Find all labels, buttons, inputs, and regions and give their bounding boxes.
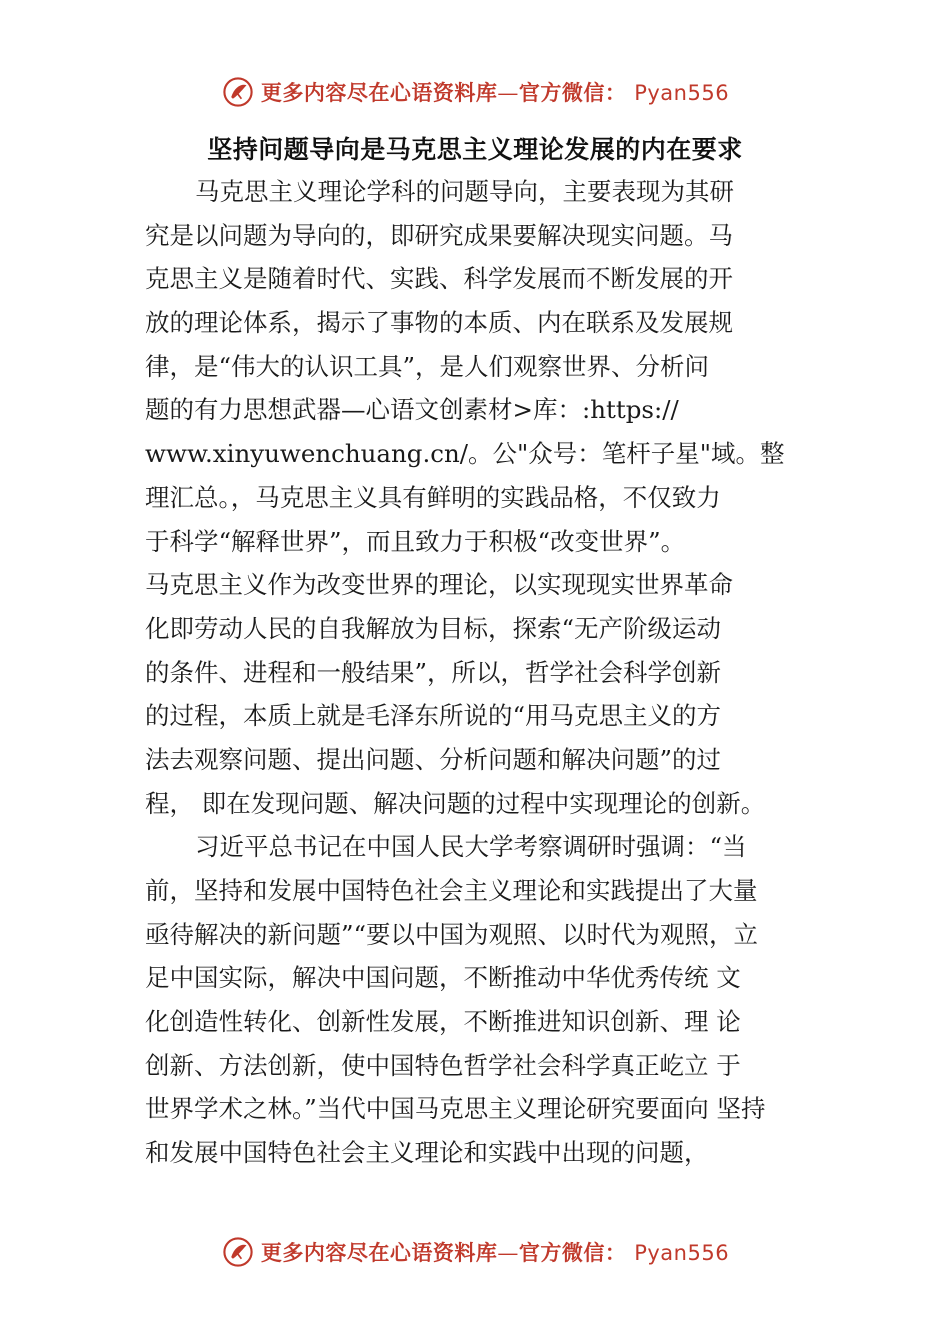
paragraph-line: 马克思主义理论学科的问题导向，主要表现为其研 bbox=[195, 177, 734, 206]
paragraph-line: 前，坚持和发展中国特色社会主义理论和实践提出了大量 bbox=[145, 876, 758, 905]
paragraph-line: 的过程，本质上就是毛泽东所说的“用马克思主义的方 bbox=[145, 701, 722, 731]
footer-banner-text: 更多内容尽在心语资料库 bbox=[260, 1240, 498, 1265]
paragraph-line: 法去观察问题、提出问题、分析问题和解决问题”的过 bbox=[145, 744, 722, 774]
paragraph-line: 创新、方法创新，使中国特色哲学社会科学真正屹立 于 bbox=[145, 1050, 741, 1080]
paragraph-line: 究是以问题为导向的，即研究成果要解决现实问题。马 bbox=[145, 220, 733, 250]
paragraph-line: 律，是“伟大的认识工具”，是人们观察世界、分析问 bbox=[145, 351, 710, 381]
paragraph-line: 习近平总书记在中国人民大学考察调研时强调：“当 bbox=[195, 832, 747, 862]
paragraph-line: 和发展中国特色社会主义理论和实践中出现的问题， bbox=[145, 1138, 709, 1168]
paragraph-line: 化即劳动人民的自我解放为目标，探索“无产阶级运动 bbox=[145, 613, 722, 643]
footer-banner-separator: — bbox=[497, 1241, 519, 1265]
paragraph-line: 的条件、进程和一般结果”，所以，哲学社会科学创新 bbox=[145, 657, 722, 687]
paragraph-line: 于科学“解释世界”，而且致力于积极“改变世界”。 bbox=[145, 526, 686, 556]
brand-logo-icon bbox=[221, 75, 255, 109]
header-banner-text: 更多内容尽在心语资料库 bbox=[260, 80, 498, 105]
paragraph-line: 亟待解决的新问题”“要以中国为观照、以时代为观照，立 bbox=[145, 919, 759, 949]
header-banner-separator: — bbox=[497, 81, 519, 105]
header-wechat-id: Pyan556 bbox=[634, 81, 730, 105]
footer-banner bbox=[0, 1232, 950, 1272]
paragraph-line: 放的理论体系，揭示了事物的本质、内在联系及发展规 bbox=[145, 308, 733, 338]
paragraph-line: 世界学术之林。”当代中国马克思主义理论研究要面向 坚持 bbox=[145, 1094, 766, 1124]
document-title: 坚持问题导向是马克思主义理论发展的内在要求 bbox=[207, 135, 743, 164]
paragraph-line: 足中国实际，解决中国问题，不断推动中华优秀传统 文 bbox=[145, 963, 741, 993]
header-banner-contact: 官方微信： bbox=[518, 80, 627, 105]
paragraph-line: 克思主义是随着时代、实践、科学发展而不断发展的开 bbox=[145, 264, 733, 294]
paragraph-line: 题的有力思想武器—心语文创素材>库：:https:// bbox=[145, 395, 679, 425]
footer-banner-contact: 官方微信： bbox=[518, 1240, 627, 1265]
paragraph-line: 理汇总。，马克思主义具有鲜明的实践品格，不仅致力 bbox=[145, 482, 721, 512]
brand-logo-icon bbox=[221, 1235, 255, 1269]
paragraph-line: 程， 即在发现问题、解决问题的过程中实现理论的创新。 bbox=[145, 788, 766, 818]
paragraph-line: www.xinyuwenchuang.cn/。公"众号：笔杆子星"域。整 bbox=[145, 439, 785, 469]
footer-wechat-id: Pyan556 bbox=[634, 1241, 730, 1265]
header-banner bbox=[0, 72, 950, 112]
paragraph-line: 马克思主义作为改变世界的理论，以实现现实世界革命 bbox=[145, 570, 733, 600]
document-body bbox=[145, 170, 835, 1175]
paragraph-line: 化创造性转化、创新性发展，不断推进知识创新、理 论 bbox=[145, 1007, 741, 1037]
